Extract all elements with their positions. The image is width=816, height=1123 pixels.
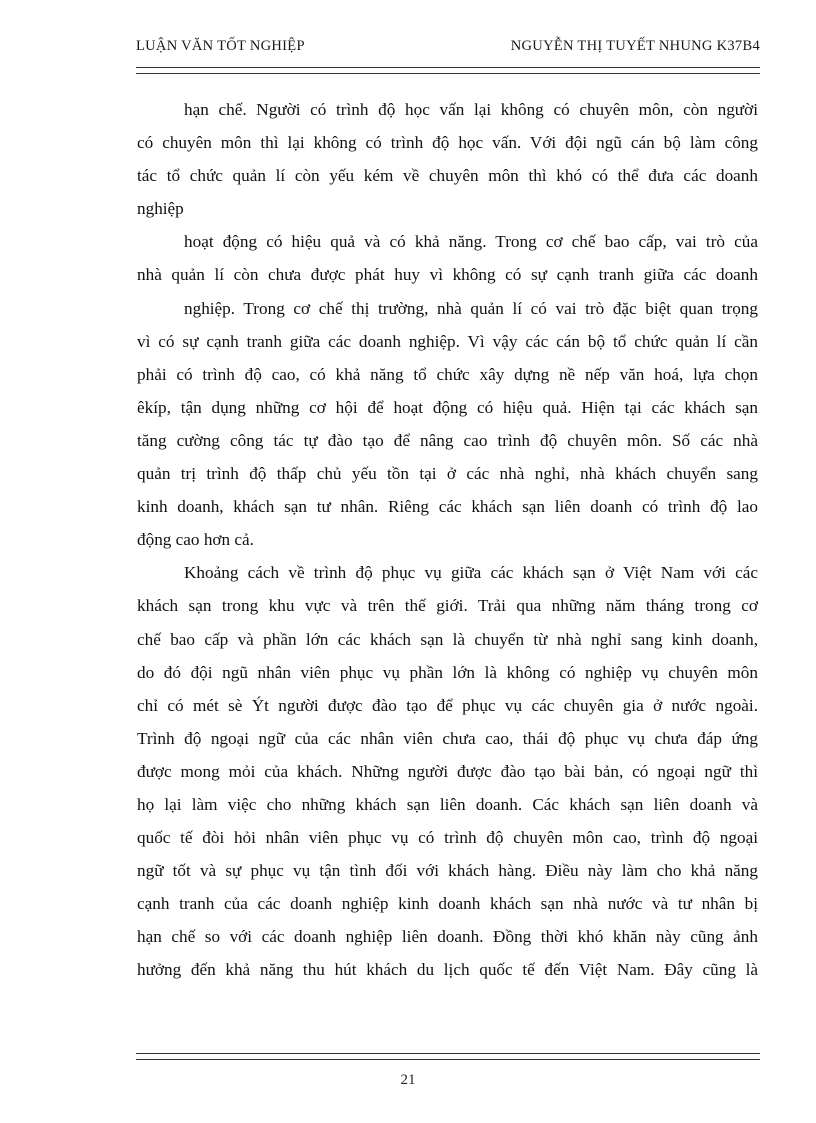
page-number: 21 [400, 1072, 416, 1088]
text-line: cạnh tranh của các doanh nghiệp kinh doanh khách sạn nhà nước và tư nhân bị [137, 894, 758, 914]
header-thesis-title: LUẬN VĂN TỐT NGHIỆP [136, 38, 305, 54]
text-line: chế bao cấp và phần lớn các khách sạn là chuyển từ nhà nghỉ sang kinh doanh, [137, 629, 758, 649]
text-line: khách sạn trong khu vực và trên thế giới. Trải qua những năm tháng trong cơ [137, 596, 758, 616]
text-line: Trình độ ngoại ngữ của các nhân viên chưa cao, thái độ phục vụ chưa đáp ứng [137, 728, 758, 748]
text-line: động cao hơn cả. [137, 530, 254, 550]
text-line: tăng cường công tác tự đào tạo để nâng cao trình độ chuyên môn. Số các nhà [137, 430, 758, 450]
text-line: họ lại làm việc cho những khách sạn liên doanh. Các khách sạn liên doanh và [137, 794, 758, 814]
body-text [137, 93, 758, 987]
text-line: nghiệp. Trong cơ chế thị trường, nhà quản lí có vai trò đặc biệt quan trọng [184, 298, 758, 318]
text-line: ngữ tốt và sự phục vụ tận tình đối với khách hàng. Điều này làm cho khả năng [137, 861, 758, 881]
text-line: được mong mỏi của khách. Những người được đào tạo bài bản, có ngoại ngữ thì [137, 761, 758, 781]
text-line: do đó đội ngũ nhân viên phục vụ phần lớn là không có nghiệp vụ chuyên môn [137, 662, 758, 682]
text-line: vì có sự cạnh tranh giữa các doanh nghiệp. Vì vậy các cán bộ tổ chức quản lí cần [137, 331, 758, 351]
text-line: êkíp, tận dụng những cơ hội để hoạt động có hiệu quả. Hiện tại các khách sạn [137, 397, 758, 417]
text-line: tác tổ chức quản lí còn yếu kém về chuyên môn thì khó có thể đưa các doanh [137, 166, 758, 186]
text-line: chỉ có mét sè Ýt người được đào tạo để phục vụ các chuyên gia ở nước ngoài. [137, 695, 758, 715]
text-line: hạn chế so với các doanh nghiệp liên doanh. Đồng thời khó khăn này cũng ảnh [137, 927, 758, 947]
text-line: quản trị trình độ thấp chủ yếu tồn tại ở các nhà nghỉ, nhà khách chuyển sang [137, 464, 758, 484]
header-author: NGUYỄN THỊ TUYẾT NHUNG K37B4 [510, 38, 760, 54]
header-double-rule [136, 67, 760, 74]
text-line: kinh doanh, khách sạn tư nhân. Riêng các khách sạn liên doanh có trình độ lao [137, 497, 758, 517]
text-line: phải có trình độ cao, có khả năng tổ chức xây dựng nề nếp văn hoá, lựa chọn [137, 364, 758, 384]
page-header [136, 38, 760, 60]
text-line: có chuyên môn thì lại không có trình độ học vấn. Với đội ngũ cán bộ làm công [137, 133, 758, 153]
text-line: Khoảng cách về trình độ phục vụ giữa các khách sạn ở Việt Nam với các [184, 563, 758, 583]
text-line: quốc tế đòi hỏi nhân viên phục vụ có trình độ chuyên môn cao, trình độ ngoại [137, 828, 758, 848]
footer-double-rule [136, 1053, 760, 1060]
text-line: hoạt động có hiệu quả và có khả năng. Trong cơ chế bao cấp, vai trò của [184, 232, 758, 252]
text-line: nhà quản lí còn chưa được phát huy vì không có sự cạnh tranh giữa các doanh [137, 265, 758, 285]
text-line: hạn chế. Người có trình độ học vấn lại không có chuyên môn, còn người [184, 100, 758, 119]
text-line: hưởng đến khả năng thu hút khách du lịch quốc tế đến Việt Nam. Đây cũng là [137, 960, 758, 980]
text-line: nghiệp [137, 199, 184, 219]
